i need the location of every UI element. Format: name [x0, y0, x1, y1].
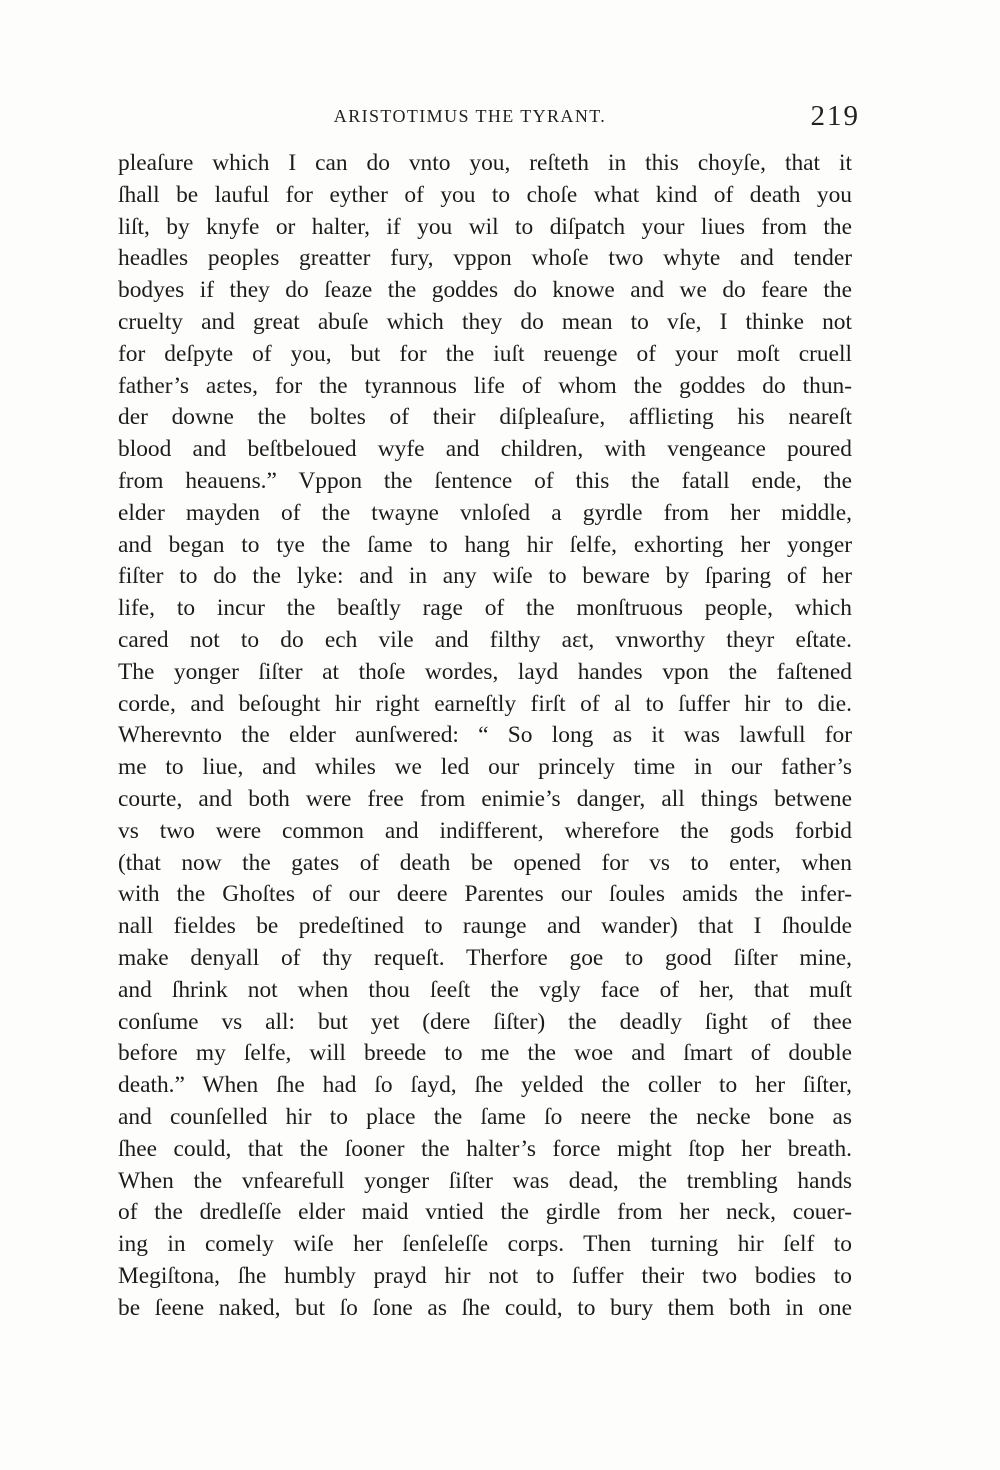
- text-line: fiſter to do the lyke: and in any wiſe to beware by ſparing of her: [118, 563, 852, 590]
- text-line: pleaſure which I can do vnto you, reſteth in this choyſe, that it: [118, 150, 852, 176]
- page-number: 219: [810, 100, 860, 132]
- text-line: (that now the gates of death be opened for vs to enter, when: [118, 849, 852, 876]
- running-title: ARISTOTIMUS THE TYRANT.: [333, 106, 607, 126]
- body-text: [118, 148, 852, 1324]
- text-line: father’s aɛtes, for the tyrannous life of whom the goddes do thun-: [118, 372, 852, 399]
- text-line: cruelty and great abuſe which they do mean to vſe, I thinke not: [118, 308, 852, 335]
- text-line: and counſelled hir to place the ſame ſo neere the necke bone as: [118, 1103, 852, 1130]
- text-line: blood and beſtbeloued wyfe and children, with vengeance poured: [118, 436, 852, 463]
- text-line: me to liue, and whiles we led our princely time in our father’s: [118, 754, 852, 781]
- text-line: corde, and beſought hir right earneſtly firſt of al to ſuffer hir to die.: [118, 690, 852, 717]
- text-line: and began to tye the ſame to hang hir ſelfe, exhorting her yonger: [118, 531, 852, 558]
- text-line: When the vnfearefull yonger ſiſter was dead, the trembling hands: [118, 1167, 852, 1194]
- text-line: elder mayden of the twayne vnloſed a gyrdle from her middle,: [118, 499, 852, 526]
- text-line: from heauens.” Vppon the ſentence of this the fatall ende, the: [118, 467, 852, 494]
- text-line: Megiſtona, ſhe humbly prayd hir not to ſuffer their two bodies to: [118, 1262, 852, 1289]
- text-line: headles peoples greatter fury, vppon whoſe two whyte and tender: [118, 245, 852, 272]
- text-line: Wherevnto the elder aunſwered: “ So long as it was lawfull for: [118, 722, 852, 749]
- text-line: life, to incur the beaſtly rage of the monſtruous people, which: [118, 595, 852, 622]
- text-line: vs two were common and indifferent, wherefore the gods forbid: [118, 817, 852, 844]
- text-line: ing in comely wiſe her ſenſeleſſe corps. Then turning hir ſelf to: [118, 1231, 852, 1258]
- text-line: before my ſelfe, will breede to me the woe and ſmart of double: [118, 1040, 852, 1067]
- text-line: with the Ghoſtes of our deere Parentes our ſoules amids the infer-: [118, 881, 852, 908]
- text-line: der downe the boltes of their diſpleaſure, affliɛting his neareſt: [118, 404, 852, 431]
- text-line: and ſhrink not when thou ſeeſt the vgly face of her, that muſt: [118, 976, 852, 1003]
- text-line: bodyes if they do ſeaze the goddes do knowe and we do feare the: [118, 277, 852, 304]
- text-line: of the dredleſſe elder maid vntied the girdle from her neck, couer-: [118, 1199, 852, 1226]
- text-line: death.” When ſhe had ſo ſayd, ſhe yelded the coller to her ſiſter,: [118, 1072, 852, 1099]
- text-line: conſume vs all: but yet (dere ſiſter) the deadly ſight of thee: [118, 1008, 852, 1035]
- text-line: The yonger ſiſter at thoſe wordes, layd handes vpon the faſtened: [118, 658, 852, 685]
- text-line: ſhall be lauful for eyther of you to choſe what kind of death you: [118, 181, 852, 208]
- text-line: for deſpyte of you, but for the iuſt reuenge of your moſt cruell: [118, 340, 852, 367]
- text-line: courte, and both were free from enimie’s danger, all things betwene: [118, 785, 852, 812]
- text-line: ſhee could, that the ſooner the halter’s force might ſtop her breath.: [118, 1135, 852, 1162]
- text-line: nall fieldes be predeſtined to raunge and wander) that I ſhoulde: [118, 913, 852, 940]
- text-line: cared not to do ech vile and filthy aɛt, vnworthy theyr eſtate.: [118, 626, 852, 653]
- running-head: [120, 100, 860, 132]
- text-line: make denyall of thy requeſt. Therfore goe to good ſiſter mine,: [118, 944, 852, 971]
- text-line: liſt, by knyfe or halter, if you wil to diſpatch your liues from the: [118, 213, 852, 240]
- text-line: be ſeene naked, but ſo ſone as ſhe could, to bury them both in one: [118, 1294, 852, 1321]
